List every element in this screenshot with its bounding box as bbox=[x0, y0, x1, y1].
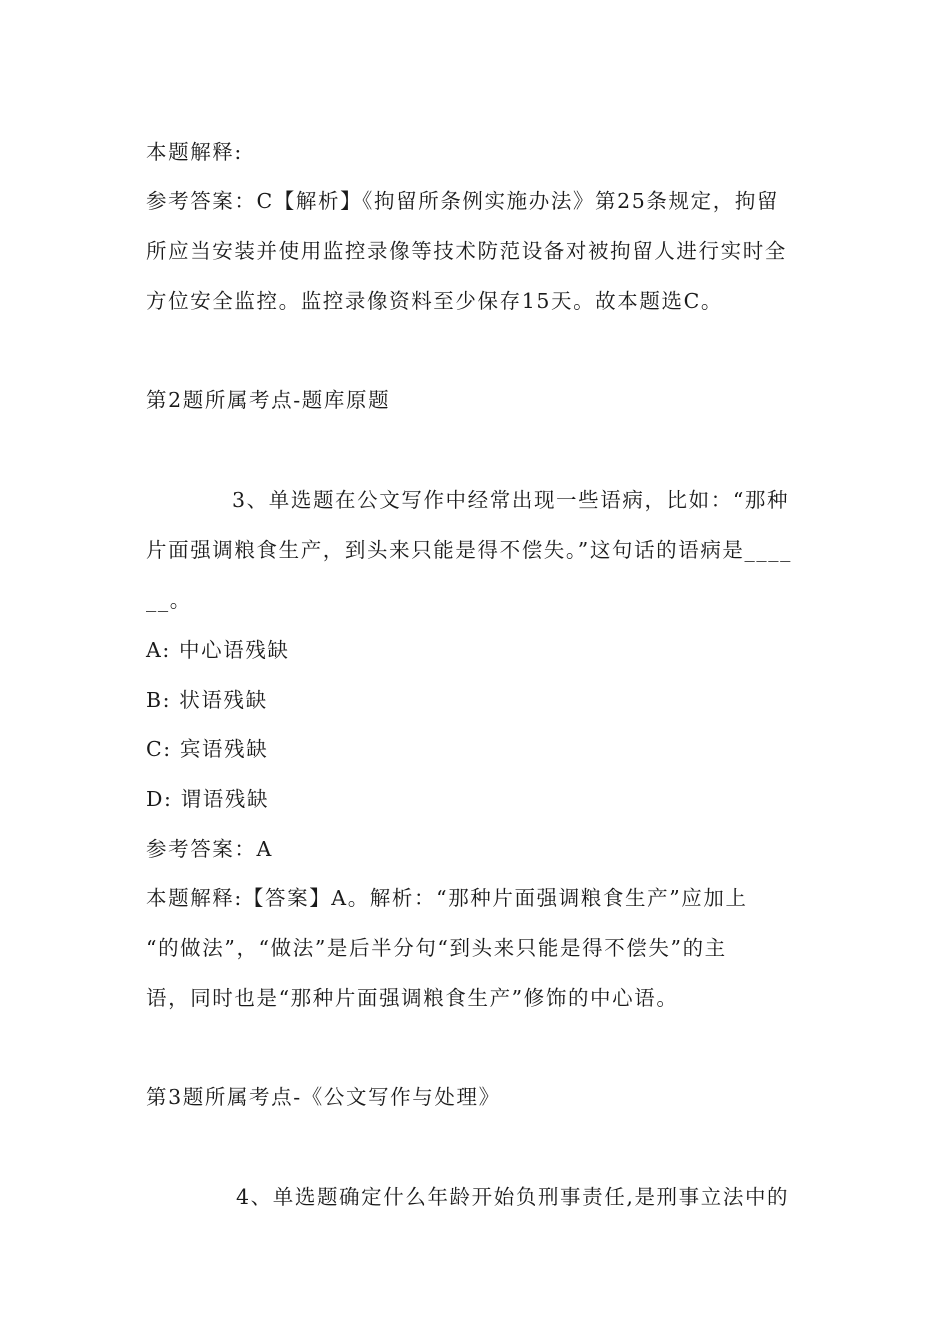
question-stem: __。 bbox=[146, 588, 192, 612]
option-b: B: 状语残缺 bbox=[146, 688, 268, 712]
explanation-heading: 本题解释: bbox=[146, 140, 243, 164]
question-stem: 3、单选题在公文写作中经常出现一些语病，比如：“那种 bbox=[232, 488, 790, 512]
option-c: C: 宾语残缺 bbox=[146, 737, 269, 761]
explanation-line: “的做法”，“做法”是后半分句“到头来只能是得不偿失”的主 bbox=[146, 936, 727, 960]
option-a: A: 中心语残缺 bbox=[146, 638, 290, 662]
explanation-line: 所应当安装并使用监控录像等技术防范设备对被拘留人进行实时全 bbox=[146, 239, 787, 263]
question-stem: 4、单选题确定什么年龄开始负刑事责任,是刑事立法中的 bbox=[236, 1185, 790, 1209]
topic-label: 第2题所属考点-题库原题 bbox=[146, 388, 391, 412]
explanation-line: 方位安全监控。监控录像资料至少保存15天。故本题选C。 bbox=[146, 289, 723, 313]
answer-label: 参考答案：A bbox=[146, 837, 273, 861]
explanation-line: 本题解释:【答案】A。解析：“那种片面强调粮食生产”应加上 bbox=[146, 886, 748, 910]
question-stem: 片面强调粮食生产，到头来只能是得不偿失。”这句话的语病是____ bbox=[146, 538, 792, 562]
explanation-line: 参考答案：C【解析】《拘留所条例实施办法》第25条规定，拘留 bbox=[146, 189, 780, 213]
explanation-line: 语，同时也是“那种片面强调粮食生产”修饰的中心语。 bbox=[146, 986, 679, 1010]
topic-label: 第3题所属考点-《公文写作与处理》 bbox=[146, 1085, 501, 1109]
option-d: D: 谓语残缺 bbox=[146, 787, 270, 811]
